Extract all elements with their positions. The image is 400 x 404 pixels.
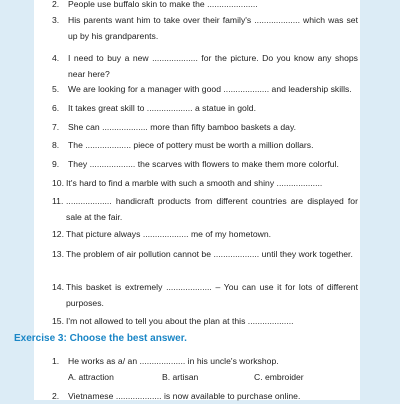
- question-number: 8.: [52, 140, 60, 150]
- exercise-3-heading: Exercise 3: Choose the best answer.: [14, 333, 187, 344]
- question-number: 2.: [52, 391, 60, 401]
- question-text: Vietnamese ................... is now available to purchase online.: [68, 391, 301, 401]
- question-11: [34, 193, 360, 225]
- question-number: 1.: [52, 356, 60, 366]
- question-text: It takes great skill to ................... a statue in gold.: [68, 103, 256, 113]
- question-8: [34, 137, 360, 153]
- question-text: I'm not allowed to tell you about the plan at this ...................: [66, 316, 294, 326]
- question-text: This basket is extremely ................... – You can use it for lots of different purposes.: [66, 282, 358, 308]
- question-number: 12.: [52, 229, 65, 239]
- question-10: [34, 175, 360, 191]
- question-text: People use buffalo skin to make the .....................: [68, 0, 258, 9]
- question-number: 6.: [52, 103, 60, 113]
- question-7: [34, 119, 360, 135]
- option-b: B. artisan: [162, 372, 199, 382]
- question-number: 5.: [52, 84, 60, 94]
- question-text: She can ................... more than fifty bamboo baskets a day.: [68, 122, 297, 132]
- question-text: It's hard to find a marble with such a smooth and shiny ...................: [66, 178, 323, 188]
- question-13: [34, 246, 360, 278]
- question-text: That picture always ................... me of my hometown.: [66, 229, 272, 239]
- mc-question-2: [34, 388, 360, 404]
- question-text: The problem of air pollution cannot be ................... until they work together.: [66, 249, 353, 259]
- mc-question-1-options: [34, 372, 360, 386]
- question-14: [34, 279, 360, 311]
- question-number: 15.: [52, 316, 65, 326]
- question-number: 9.: [52, 159, 60, 169]
- question-text: The ................... piece of pottery must be worth a million dollars.: [68, 140, 314, 150]
- question-6: [34, 100, 360, 116]
- question-text: I need to buy a new ................... for the picture. Do you know any shops near here?: [68, 53, 358, 79]
- question-number: 13.: [52, 249, 65, 259]
- question-4: [34, 50, 360, 82]
- question-text: They ................... the scarves with flowers to make them more colorful.: [68, 159, 339, 169]
- question-text: ................... handicraft products from different countries are displayed for sale at the fair.: [66, 196, 358, 222]
- question-12: [34, 226, 360, 242]
- question-9: [34, 156, 360, 172]
- mc-question-1: [34, 353, 360, 369]
- question-number: 2.: [52, 0, 60, 9]
- question-number: 10.: [52, 178, 65, 188]
- option-c: C. embroider: [254, 372, 304, 382]
- question-number: 14.: [52, 282, 65, 292]
- question-2: [34, 0, 360, 12]
- question-5: [34, 81, 360, 97]
- question-number: 3.: [52, 15, 60, 25]
- question-number: 4.: [52, 53, 60, 63]
- question-text: He works as a/ an ................... in his uncle's workshop.: [68, 356, 279, 366]
- question-3: [34, 12, 360, 44]
- question-text: His parents want him to take over their family's ................... which was set up by his grandparents.: [68, 15, 358, 41]
- option-a: A. attraction: [68, 372, 114, 382]
- question-text: We are looking for a manager with good ................... and leadership skills.: [68, 84, 352, 94]
- question-number: 7.: [52, 122, 60, 132]
- question-15: [34, 313, 360, 329]
- question-number: 11.: [52, 196, 64, 206]
